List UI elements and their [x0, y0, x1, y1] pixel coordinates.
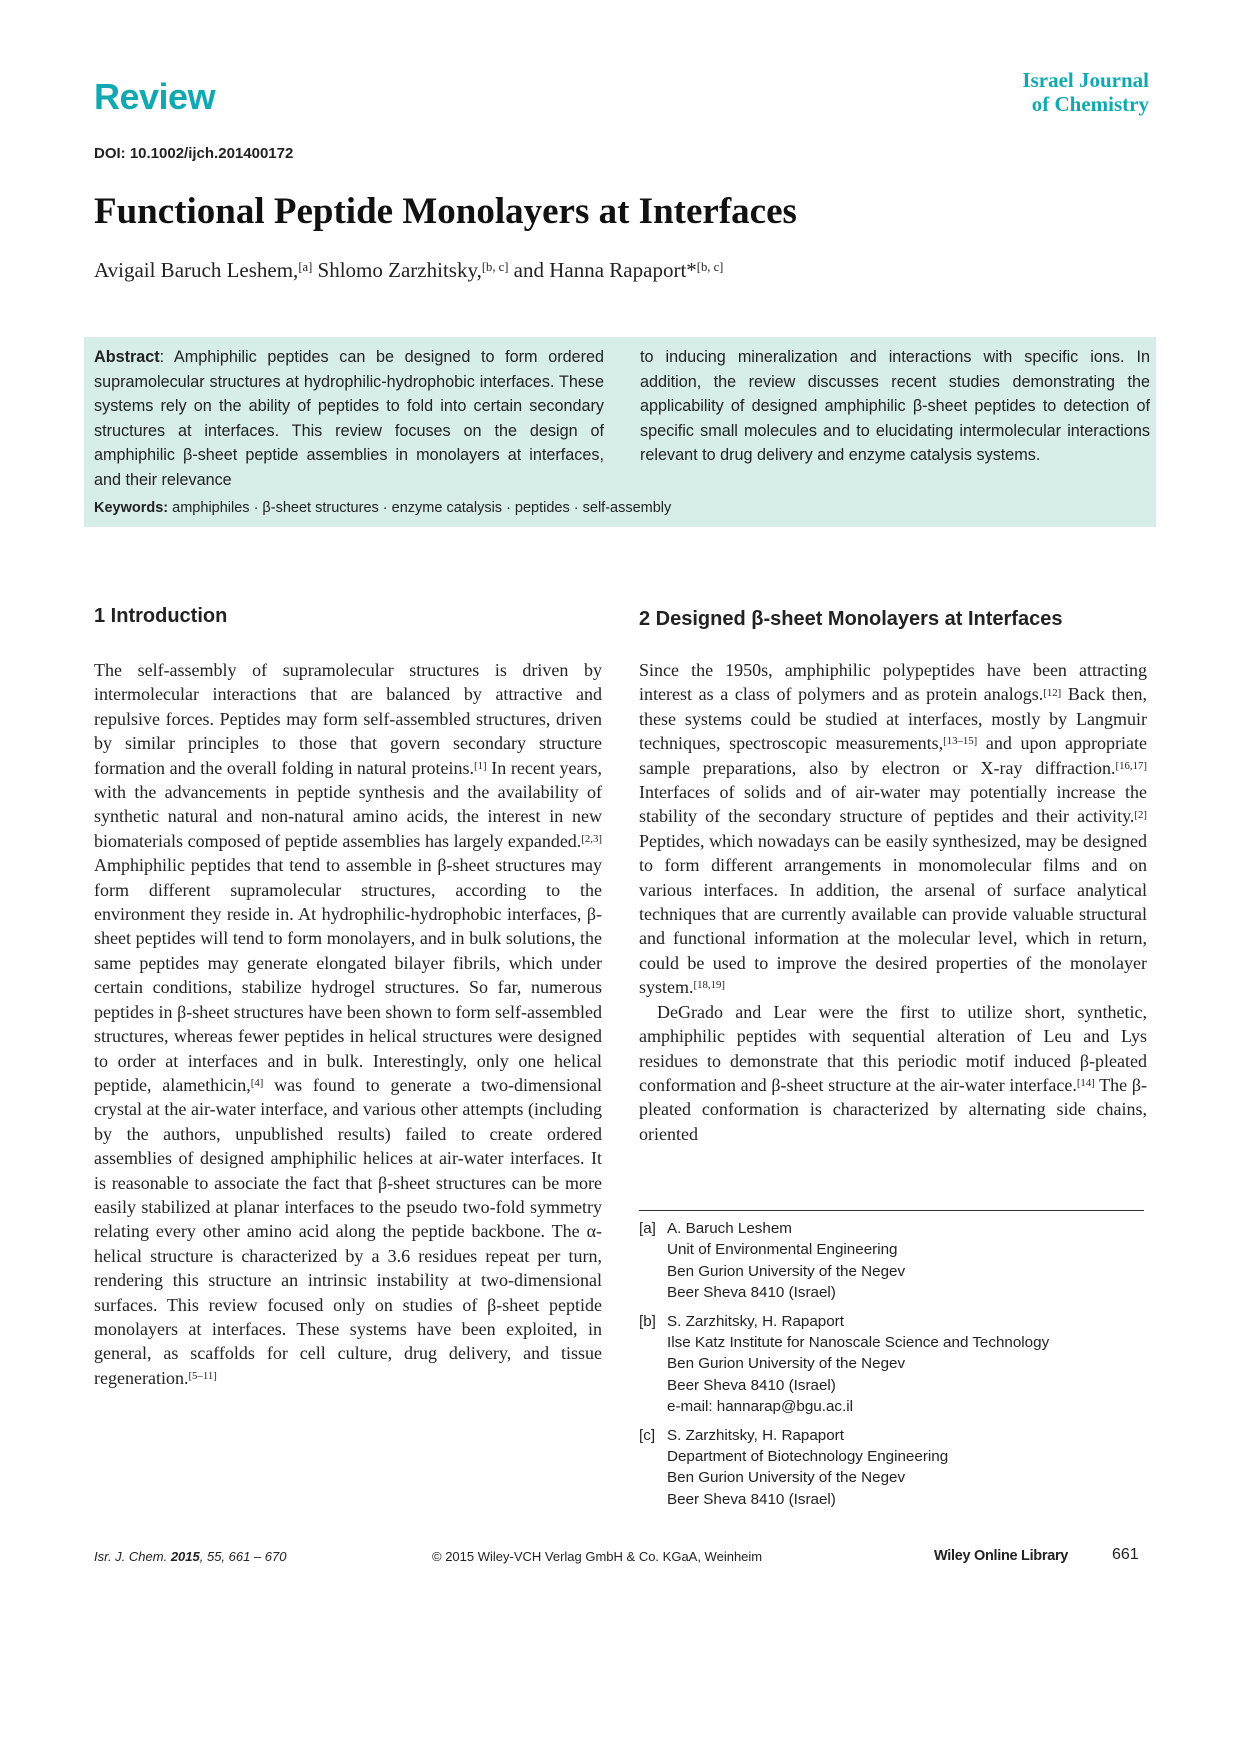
citation-ref: [16,17]	[1115, 759, 1147, 772]
author-affil: [a]	[298, 260, 313, 275]
text-run: Since the 1950s, amphiphilic polypeptides have been attracting interest as a class of polymers and as protein analogs.	[639, 660, 1147, 705]
author-name: Avigail Baruch Leshem,	[94, 258, 299, 282]
abstract-column-left	[94, 345, 604, 493]
affiliation-tag: [a]	[639, 1220, 656, 1237]
affiliation-line: S. Zarzhitsky, H. Rapaport	[667, 1426, 844, 1444]
affiliation-c	[639, 1425, 1144, 1511]
citation-ref: [14]	[1076, 1077, 1095, 1090]
text-run: In recent years, with the advancements in peptide synthesis and the availability of synthetic natural and non-natural amino acids, the interest in new biomaterials composed of peptide assemblies has largely expanded.	[94, 757, 602, 851]
affiliation-line: Ben Gurion University of the Negev	[667, 1355, 906, 1373]
affiliation-line: Unit of Environmental Engineering	[667, 1241, 898, 1259]
affiliation-line: Department of Biotechnology Engineering	[667, 1448, 949, 1466]
citation-ref: [2]	[1134, 808, 1147, 821]
doi: DOI: 10.1002/ijch.201400172	[94, 145, 294, 162]
keywords	[94, 500, 671, 516]
affiliation-line: Beer Sheva 8410 (Israel)	[667, 1376, 836, 1394]
footer-citation-volume: , 55, 661 – 670	[199, 1549, 287, 1564]
affiliation-b	[639, 1311, 1144, 1418]
abstract-column-right: to inducing mineralization and interactions with specific ions. In addition, the review discusses recent studies demonstrating the applicability of designed amphiphilic β-sheet peptides to detection of specific small molecules and to elucidating intermolecular interactions relevant to drug delivery and enzyme catalysis systems.	[640, 348, 1150, 465]
article-title: Functional Peptide Monolayers at Interfaces	[94, 191, 797, 232]
affiliation-line: Beer Sheva 8410 (Israel)	[667, 1490, 836, 1508]
text-run: Back then, these systems could be studied at interfaces, mostly by Langmuir techniques, spectroscopic measurements,	[639, 684, 1148, 754]
affiliation-a	[639, 1218, 1144, 1304]
journal-name-line1: Israel Journal	[1022, 68, 1149, 92]
author-affil: [b, c]	[481, 260, 509, 275]
section-label: Review	[94, 76, 216, 117]
text-run: Interfaces of solids and of air-water may potentially increase the stability of the secondary structure of peptides and their activity.	[639, 782, 1147, 827]
journal-name	[1022, 68, 1149, 116]
abstract-box	[84, 337, 1156, 527]
section-heading-introduction: 1 Introduction	[94, 605, 228, 627]
footnote-divider	[639, 1210, 1144, 1211]
text-run: Amphiphilic peptides that tend to assemble in β-sheet structures may form different supramolecular structures, according to the environment they reside in. At hydrophilic-hydrophobic interfaces, β-sheet peptides will tend to form monolayers, and in bulk solutions, the same peptides may generate elongated bilayer fibrils, which under certain conditions, stabilize hydrogel structures. So far, numerous peptides in β-sheet structures have been shown to form self-assembled structures, whereas fewer peptides in helical structures were designed to order at interfaces and in bulk. Interestingly, only one helical peptide, alamethicin,	[94, 855, 602, 1095]
text-run: was found to generate a two-dimensional crystal at the air-water interface, and various other attempts (including by the authors, unpublished results) failed to create ordered assemblies of designed amphiphilic helices at air-water interfaces. It is reasonable to associate the fact that β-sheet structures can be more easily stabilized at planar interfaces to the pseudo two-fold symmetry relating every other amino acid along the peptide backbone. The α-helical structure is characterized by a 3.6 residues repeat per turn, rendering this structure an intrinsic instability at two-dimensional surfaces. This review focused only on studies of β-sheet peptide monolayers at interfaces. These systems have been exploited, in general, as scaffolds for cell culture, drug delivery, and tissue regeneration.	[94, 1074, 602, 1388]
abstract-label: Abstract	[94, 348, 160, 366]
keywords-text: amphiphiles · β-sheet structures · enzyme catalysis · peptides · self-assembly	[168, 500, 672, 516]
citation-ref: [18,19]	[693, 979, 725, 992]
text-run: The β-pleated conformation is characterized by alternating side chains, oriented	[639, 1074, 1147, 1144]
affiliation-line: Beer Sheva 8410 (Israel)	[667, 1284, 836, 1302]
paragraph	[639, 658, 1147, 1000]
abstract-text-left: : Amphiphilic peptides can be designed to form ordered supramolecular structures at hydrophilic-hydrophobic interfaces. These systems rely on the ability of peptides to fold into certain secondary structures at interfaces. This review focuses on the design of amphiphilic β-sheet peptide assemblies in monolayers at interfaces, and their relevance	[94, 348, 604, 489]
paragraph	[639, 1000, 1147, 1146]
affiliation-line: Ben Gurion University of the Negev	[667, 1262, 906, 1280]
citation-ref: [4]	[250, 1077, 264, 1090]
affiliation-line: S. Zarzhitsky, H. Rapaport	[667, 1312, 844, 1330]
citation-ref: [2,3]	[581, 832, 602, 845]
footer-citation-journal: Isr. J. Chem.	[94, 1549, 171, 1564]
author-affil: [b, c]	[696, 260, 724, 275]
text-run: DeGrado and Lear were the first to utilize short, synthetic, amphiphilic peptides with sequential alteration of Leu and Lys residues to demonstrate that this periodic motif induced β-pleated conformation and β-sheet structure at the air-water interface.	[639, 1001, 1147, 1095]
citation-ref: [12]	[1043, 686, 1062, 699]
citation-ref: [13–15]	[943, 735, 978, 748]
paragraph	[94, 658, 602, 1390]
body-column-left	[94, 658, 602, 1390]
affiliation-line: Ben Gurion University of the Negev	[667, 1469, 906, 1487]
footer-citation	[94, 1549, 286, 1564]
journal-name-line2: of Chemistry	[1031, 92, 1149, 116]
text-run: Peptides, which nowadays can be easily synthesized, may be designed to form different arrangements in monomolecular films and on various interfaces. In addition, the arsenal of surface analytical techniques that are currently available can provide valuable structural and functional information at the molecular level, which in return, could be used to improve the desired properties of the monolayer system.	[639, 830, 1147, 998]
footer-citation-year: 2015	[170, 1549, 200, 1564]
author-name: and Hanna Rapaport*	[513, 258, 697, 282]
author-name: Shlomo Zarzhitsky,	[317, 258, 482, 282]
affiliation-email: e-mail: hannarap@bgu.ac.il	[667, 1398, 853, 1416]
citation-ref: [1]	[474, 759, 487, 772]
affiliation-line: Ilse Katz Institute for Nanoscale Science and Technology	[667, 1334, 1050, 1352]
body-column-right	[639, 658, 1147, 1146]
citation-ref: [5–11]	[188, 1369, 217, 1382]
author-list	[94, 258, 723, 283]
footer-library-link[interactable]: Wiley Online Library	[934, 1548, 1069, 1564]
text-run: The self-assembly of supramolecular structures is driven by intermolecular interactions that are balanced by attractive and repulsive forces. Peptides may form self-assembled structures, driven by similar principles to those that govern secondary structure formation and the overall folding in natural proteins.	[94, 660, 602, 778]
footer-copyright: © 2015 Wiley-VCH Verlag GmbH & Co. KGaA, Weinheim	[432, 1549, 763, 1564]
affiliation-tag: [b]	[639, 1312, 656, 1330]
affiliations	[639, 1218, 1144, 1517]
affiliation-line: A. Baruch Leshem	[667, 1220, 792, 1237]
text-run: and upon appropriate sample preparations, also by electron or X-ray diffraction.	[639, 733, 1148, 778]
page-number: 661	[1112, 1546, 1139, 1563]
affiliation-tag: [c]	[639, 1426, 656, 1444]
section-heading-designed-monolayers: 2 Designed β-sheet Monolayers at Interfaces	[639, 608, 1063, 630]
keywords-label: Keywords:	[94, 500, 169, 516]
